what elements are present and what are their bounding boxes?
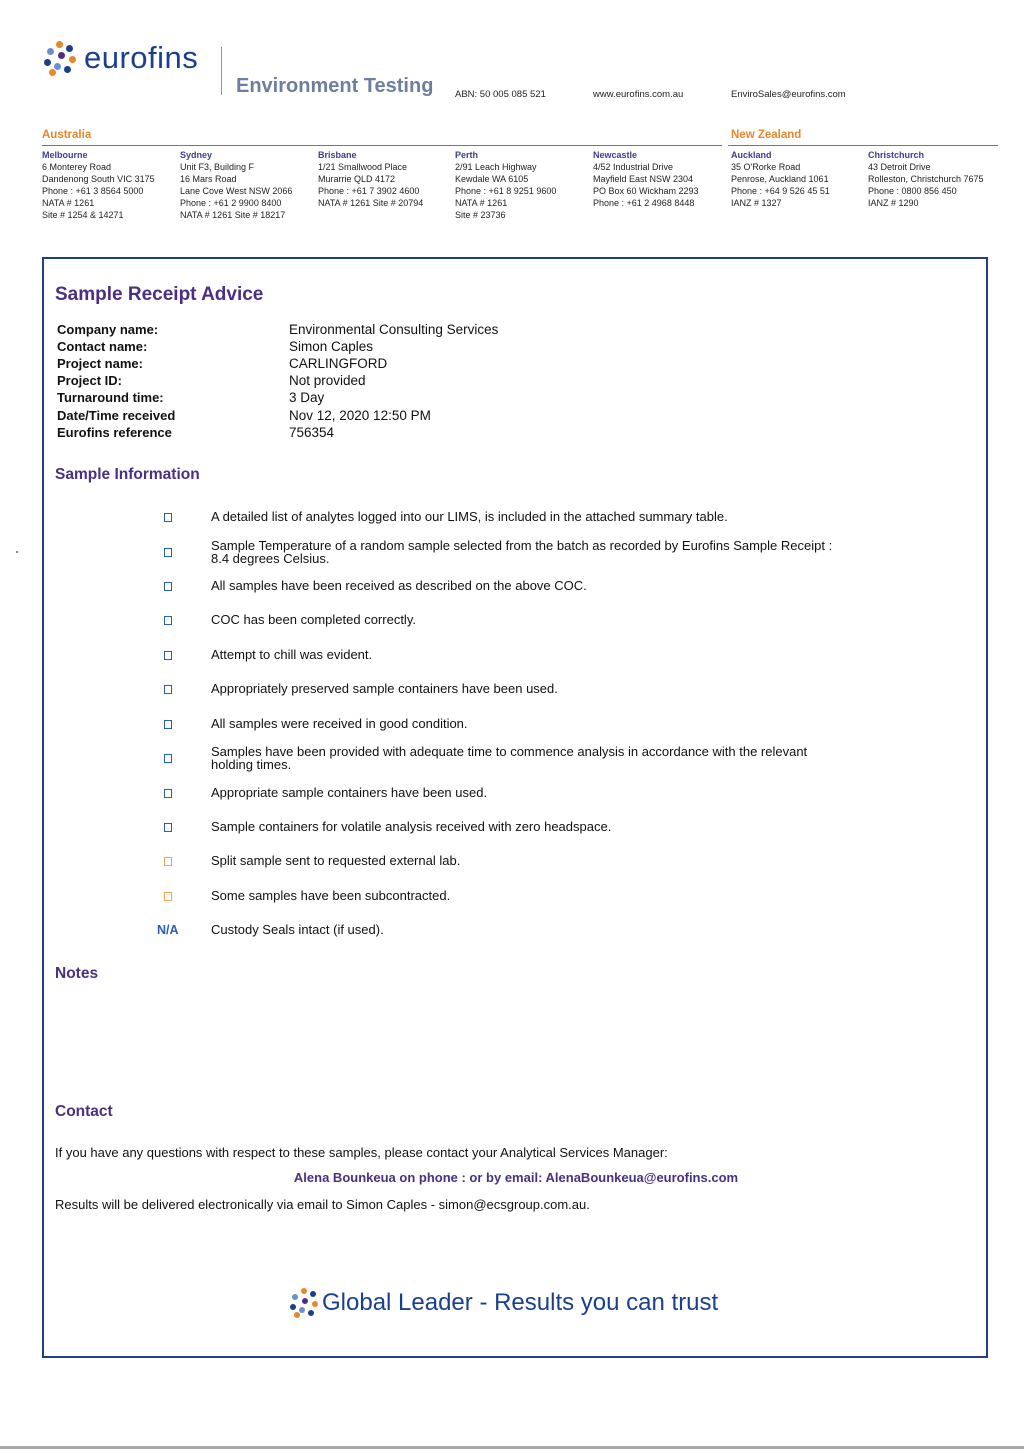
checklist-item: Appropriate sample containers have been used. — [211, 785, 488, 800]
document-title: Sample Receipt Advice — [55, 284, 264, 305]
eurofins-dots-icon — [290, 1288, 320, 1318]
sample-info-heading: Sample Information — [55, 466, 200, 483]
field-label: Company name: — [57, 322, 159, 337]
checklist-item: Split sample sent to requested external lab. — [211, 853, 461, 868]
na-status: N/A — [157, 923, 179, 937]
office-line: 35 O'Rorke Road — [731, 162, 801, 172]
field-label: Date/Time received — [57, 408, 176, 423]
checkbox-icon — [164, 582, 172, 591]
office-line: 2/91 Leach Highway — [455, 162, 537, 172]
brand-name: eurofins — [84, 40, 199, 75]
office-line: 43 Detroit Drive — [868, 162, 931, 172]
office-line: Site # 23736 — [455, 210, 506, 220]
checklist-item: COC has been completed correctly. — [211, 612, 416, 627]
checklist-item: A detailed list of analytes logged into our LIMS, is included in the attached summary table. — [211, 509, 728, 524]
slogan — [290, 1288, 718, 1318]
office-line: Site # 1254 & 14271 — [42, 210, 124, 220]
scan-speck — [16, 551, 18, 553]
header-divider — [221, 47, 222, 95]
office-line: Phone : +61 2 9900 8400 — [180, 198, 282, 208]
office-perth — [455, 149, 595, 221]
office-line: 6 Monterey Road — [42, 162, 112, 172]
checkbox-icon — [164, 789, 172, 798]
checklist-item: Sample Temperature of a random sample selected from the batch as recorded by Eurofins Sample Receipt : 8.4 degrees Celsius. — [211, 538, 833, 566]
field-value-contact: Simon Caples — [289, 339, 374, 354]
office-line: IANZ # 1290 — [868, 198, 919, 208]
division-name: Environment Testing — [236, 75, 434, 97]
checkbox-icon — [164, 616, 172, 625]
office-line: Mayfield East NSW 2304 — [593, 174, 694, 184]
contact-heading: Contact — [55, 1103, 113, 1120]
website-link[interactable]: www.eurofins.com.au — [593, 89, 684, 100]
office-newcastle — [593, 149, 733, 209]
office-line: Rolleston, Christchurch 7675 — [868, 174, 984, 184]
office-line: 16 Mars Road — [180, 174, 237, 184]
field-label: Contact name: — [57, 339, 148, 354]
office-line: NATA # 1261 — [42, 198, 95, 208]
office-line: Lane Cove West NSW 2066 — [180, 186, 293, 196]
office-line: Phone : 0800 856 450 — [868, 186, 957, 196]
field-value-turnaround: 3 Day — [289, 390, 325, 405]
field-value-project-name: CARLINGFORD — [289, 356, 388, 371]
checkbox-orange-icon — [164, 857, 172, 866]
office-line: Phone : +61 3 8564 5000 — [42, 186, 144, 196]
slogan-text: Global Leader - Results you can trust — [322, 1289, 719, 1316]
eurofins-dots-icon — [44, 41, 78, 75]
checklist-item: Attempt to chill was evident. — [211, 647, 373, 662]
checkbox-icon — [164, 548, 172, 557]
checkbox-icon — [164, 651, 172, 660]
contact-person: Alena Bounkeua on phone : or by email: AlenaBounkeua@eurofins.com — [293, 1170, 739, 1185]
field-value-project-id: Not provided — [289, 373, 366, 388]
region-new-zealand: New Zealand — [731, 129, 802, 141]
region-australia-rule — [42, 145, 722, 146]
checklist-item: Sample containers for volatile analysis received with zero headspace. — [211, 819, 612, 834]
region-nz-rule — [728, 145, 998, 146]
office-city: Newcastle — [593, 150, 638, 160]
office-line: Phone : +61 7 3902 4600 — [318, 186, 420, 196]
contact-intro: If you have any questions with respect to these samples, please contact your Analytical Services Manager: — [55, 1145, 668, 1160]
office-brisbane — [318, 149, 458, 209]
office-line: Phone : +61 2 4968 8448 — [593, 198, 695, 208]
checklist-item: All samples were received in good condition. — [211, 716, 468, 731]
office-auckland — [731, 149, 871, 209]
field-label: Project name: — [57, 356, 143, 371]
office-line: Phone : +64 9 526 45 51 — [731, 186, 830, 196]
office-line: 4/52 Industrial Drive — [593, 162, 674, 172]
checklist-item: Custody Seals intact (if used). — [211, 922, 384, 937]
office-city: Christchurch — [868, 150, 925, 160]
checklist-item: All samples have been received as described on the above COC. — [211, 578, 587, 593]
office-city: Melbourne — [42, 150, 88, 160]
email-link[interactable]: EnviroSales@eurofins.com — [731, 89, 846, 100]
office-line: Kewdale WA 6105 — [455, 174, 529, 184]
office-melbourne — [42, 149, 182, 221]
eurofins-logo — [44, 40, 198, 76]
office-line: Dandenong South VIC 3175 — [42, 174, 155, 184]
office-sydney — [180, 149, 320, 221]
office-city: Auckland — [731, 150, 772, 160]
office-line: Murarrie QLD 4172 — [318, 174, 396, 184]
field-value-reference: 756354 — [289, 425, 335, 440]
office-line: IANZ # 1327 — [731, 198, 782, 208]
checklist-item: Samples have been provided with adequate time to commence analysis in accordance with the relevant holding times. — [211, 744, 808, 772]
checkbox-icon — [164, 513, 172, 522]
office-city: Perth — [455, 150, 479, 160]
office-line: PO Box 60 Wickham 2293 — [593, 186, 699, 196]
office-city: Sydney — [180, 150, 213, 160]
checklist-item: Some samples have been subcontracted. — [211, 888, 451, 903]
field-label: Project ID: — [57, 373, 123, 388]
advice-frame — [42, 257, 988, 1358]
office-line: NATA # 1261 Site # 18217 — [180, 210, 286, 220]
office-line: Penrose, Auckland 1061 — [731, 174, 829, 184]
office-line: NATA # 1261 — [455, 198, 508, 208]
checkbox-icon — [164, 823, 172, 832]
field-value-received: Nov 12, 2020 12:50 PM — [289, 408, 431, 423]
field-label: Eurofins reference — [57, 425, 172, 440]
field-label: Turnaround time: — [57, 390, 164, 405]
abn: ABN: 50 005 085 521 — [455, 89, 546, 100]
office-line: Unit F3, Building F — [180, 162, 255, 172]
office-line: NATA # 1261 Site # 20794 — [318, 198, 424, 208]
region-australia: Australia — [42, 129, 92, 141]
notes-heading: Notes — [55, 965, 99, 982]
field-value-company: Environmental Consulting Services — [289, 322, 499, 337]
office-city: Brisbane — [318, 150, 357, 160]
office-line: 1/21 Smallwood Place — [318, 162, 408, 172]
checklist-item: Appropriately preserved sample containers have been used. — [211, 681, 558, 696]
checkbox-icon — [164, 685, 172, 694]
checkbox-orange-icon — [164, 892, 172, 901]
checkbox-icon — [164, 720, 172, 729]
checkbox-icon — [164, 754, 172, 763]
delivery-note: Results will be delivered electronically via email to Simon Caples - simon@ecsgroup.com.au. — [55, 1197, 590, 1212]
office-christchurch — [868, 149, 1018, 209]
office-line: Phone : +61 8 9251 9600 — [455, 186, 557, 196]
